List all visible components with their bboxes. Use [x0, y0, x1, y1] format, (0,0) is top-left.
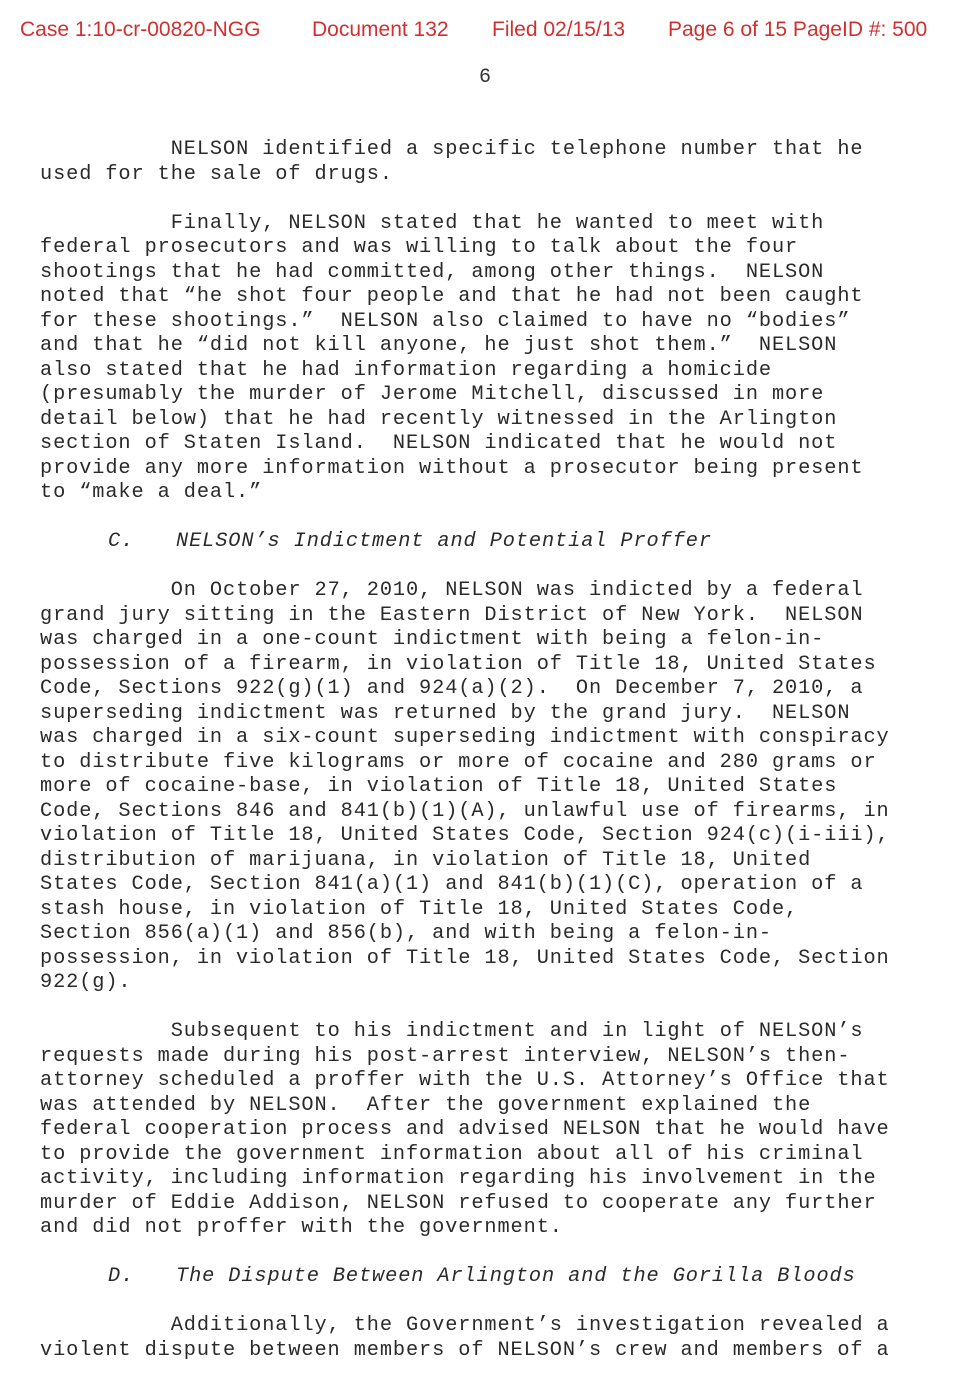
case-number: Case 1:10-cr-00820-NGG — [20, 18, 261, 41]
section-heading-c — [40, 530, 960, 555]
section-title: The Dispute Between Arlington and the Gorilla Bloods — [176, 1265, 856, 1288]
paragraph-dispute: Additionally, the Government’s investigation revealed a violent dispute between members of NELSON’s crew and members of a — [40, 1314, 890, 1362]
page-id: Page 6 of 15 PageID #: 500 — [668, 18, 928, 41]
document-body — [40, 138, 960, 1388]
filed-date: Filed 02/15/13 — [492, 18, 626, 41]
document-number: Document 132 — [312, 18, 449, 41]
section-letter: C. — [108, 530, 135, 553]
page-number: 6 — [478, 66, 491, 89]
section-heading-d — [40, 1265, 960, 1290]
section-title: NELSON’s Indictment and Potential Proffer — [176, 530, 712, 553]
paragraph-proffer: Subsequent to his indictment and in light of NELSON’s requests made during his post-arrest interview, NELSON’s then- attorney scheduled a proffer with the U.S. Attorney’s Office that was attended by NELSON. After the government explained the federal cooperation process and advised NELSON that he would have to provide the government information about all of his criminal activity, including information regarding his involvement in the murder of Eddie Addison, NELSON refused to cooperate any further and did not proffer with the government. — [40, 1020, 890, 1239]
paragraph-indictment: On October 27, 2010, NELSON was indicted by a federal grand jury sitting in the Eastern District of New York. NELSON was charged in a one-count indictment with being a felon-in- possession of a firearm, in violation of Title 18, United States Code, Sections 922(g)(1) and 924(a)(2). On December 7, 2010, a superseding indictment was returned by the grand jury. NELSON was charged in a six-count superseding indictment with conspiracy to distribute five kilograms or more of cocaine and 280 grams or more of cocaine-base, in violation of Title 18, United States Code, Sections 846 and 841(b)(1)(A), unlawful use of firearms, in violation of Title 18, United States Code, Section 924(c)(i-iii), distribution of marijuana, in violation of Title 18, United States Code, Section 841(a)(1) and 841(b)(1)(C), operation of a stash house, in violation of Title 18, United States Code, Section 856(a)(1) and 856(b), and with being a felon-in- possession, in violation of Title 18, United States Code, Section 922(g). — [40, 579, 890, 994]
paragraph-telephone: NELSON identified a specific telephone number that he used for the sale of drugs. — [40, 138, 864, 186]
section-letter: D. — [108, 1265, 135, 1288]
document-header — [20, 18, 955, 48]
paragraph-finally: Finally, NELSON stated that he wanted to meet with federal prosecutors and was willing to talk about the four shootings that he had committed, among other things. NELSON noted that “he shot four people and that he had not been caught for these shootings.” NELSON also claimed to have no “bodies” and that he “did not kill anyone, he just shot them.” NELSON also stated that he had information regarding a homicide (presumably the murder of Jerome Mitchell, discussed in more detail below) that he had recently witnessed in the Arlington section of Staten Island. NELSON indicated that he would not provide any more information without a prosecutor being present to “make a deal.” — [40, 211, 864, 504]
